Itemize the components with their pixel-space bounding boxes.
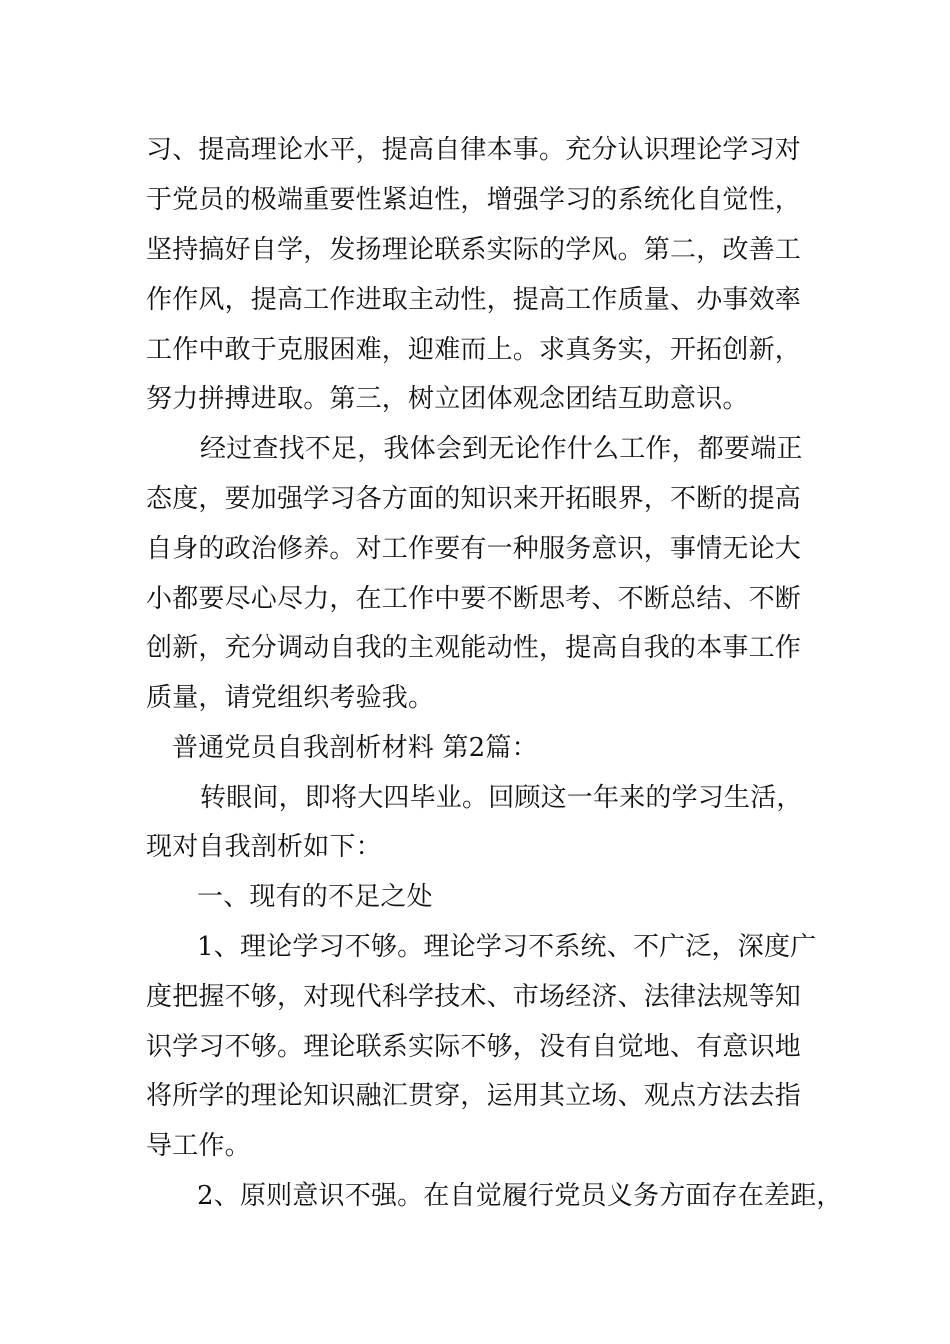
paragraph-first-line: 2、原则意识不强。在自觉履行党员义务方面存在差距， — [197, 1181, 843, 1211]
text-line: 现对自我剖析如下： — [146, 832, 382, 862]
text-line: 努力拼搏进取。第三，树立团体观念团结互助意识。 — [146, 384, 749, 414]
text-line: 习、提高理论水平，提高自律本事。充分认识理论学习对 — [146, 135, 802, 165]
paragraph-first-line: 经过查找不足，我体会到无论作什么工作，都要端正 — [200, 434, 803, 464]
text-line: 坚持搞好自学，发扬理论联系实际的学风。第二，改善工 — [146, 235, 802, 265]
text-line: 作作风，提高工作进取主动性，提高工作质量、办事效率 — [146, 285, 802, 315]
text-line: 创新，充分调动自我的主观能动性，提高自我的本事工作 — [146, 633, 802, 663]
text-line: 导工作。 — [146, 1131, 251, 1161]
paragraph-first-line: 1、理论学习不够。理论学习不系统、不广泛，深度广 — [197, 932, 817, 962]
text-line: 态度，要加强学习各方面的知识来开拓眼界，不断的提高 — [146, 484, 802, 514]
subheading: 一、现有的不足之处 — [197, 882, 433, 912]
text-line: 自身的政治修养。对工作要有一种服务意识，事情无论大 — [146, 534, 802, 564]
text-line: 于党员的极端重要性紧迫性，增强学习的系统化自觉性， — [146, 185, 802, 215]
text-line: 质量，请党组织考验我。 — [146, 683, 435, 713]
text-line: 度把握不够，对现代科学技术、市场经济、法律法规等知 — [146, 982, 802, 1012]
text-line: 小都要尽心尽力，在工作中要不断思考、不断总结、不断 — [146, 584, 802, 614]
paragraph-first-line: 转眼间，即将大四毕业。回顾这一年来的学习生活， — [200, 783, 803, 813]
text-line: 识学习不够。理论联系实际不够，没有自觉地、有意识地 — [146, 1032, 802, 1062]
text-line: 将所学的理论知识融汇贯穿，运用其立场、观点方法去指 — [146, 1081, 802, 1111]
text-line: 工作中敢于克服困难，迎难而上。求真务实，开拓创新， — [146, 335, 802, 365]
section-heading: 普通党员自我剖析材料 第2篇： — [172, 733, 538, 763]
